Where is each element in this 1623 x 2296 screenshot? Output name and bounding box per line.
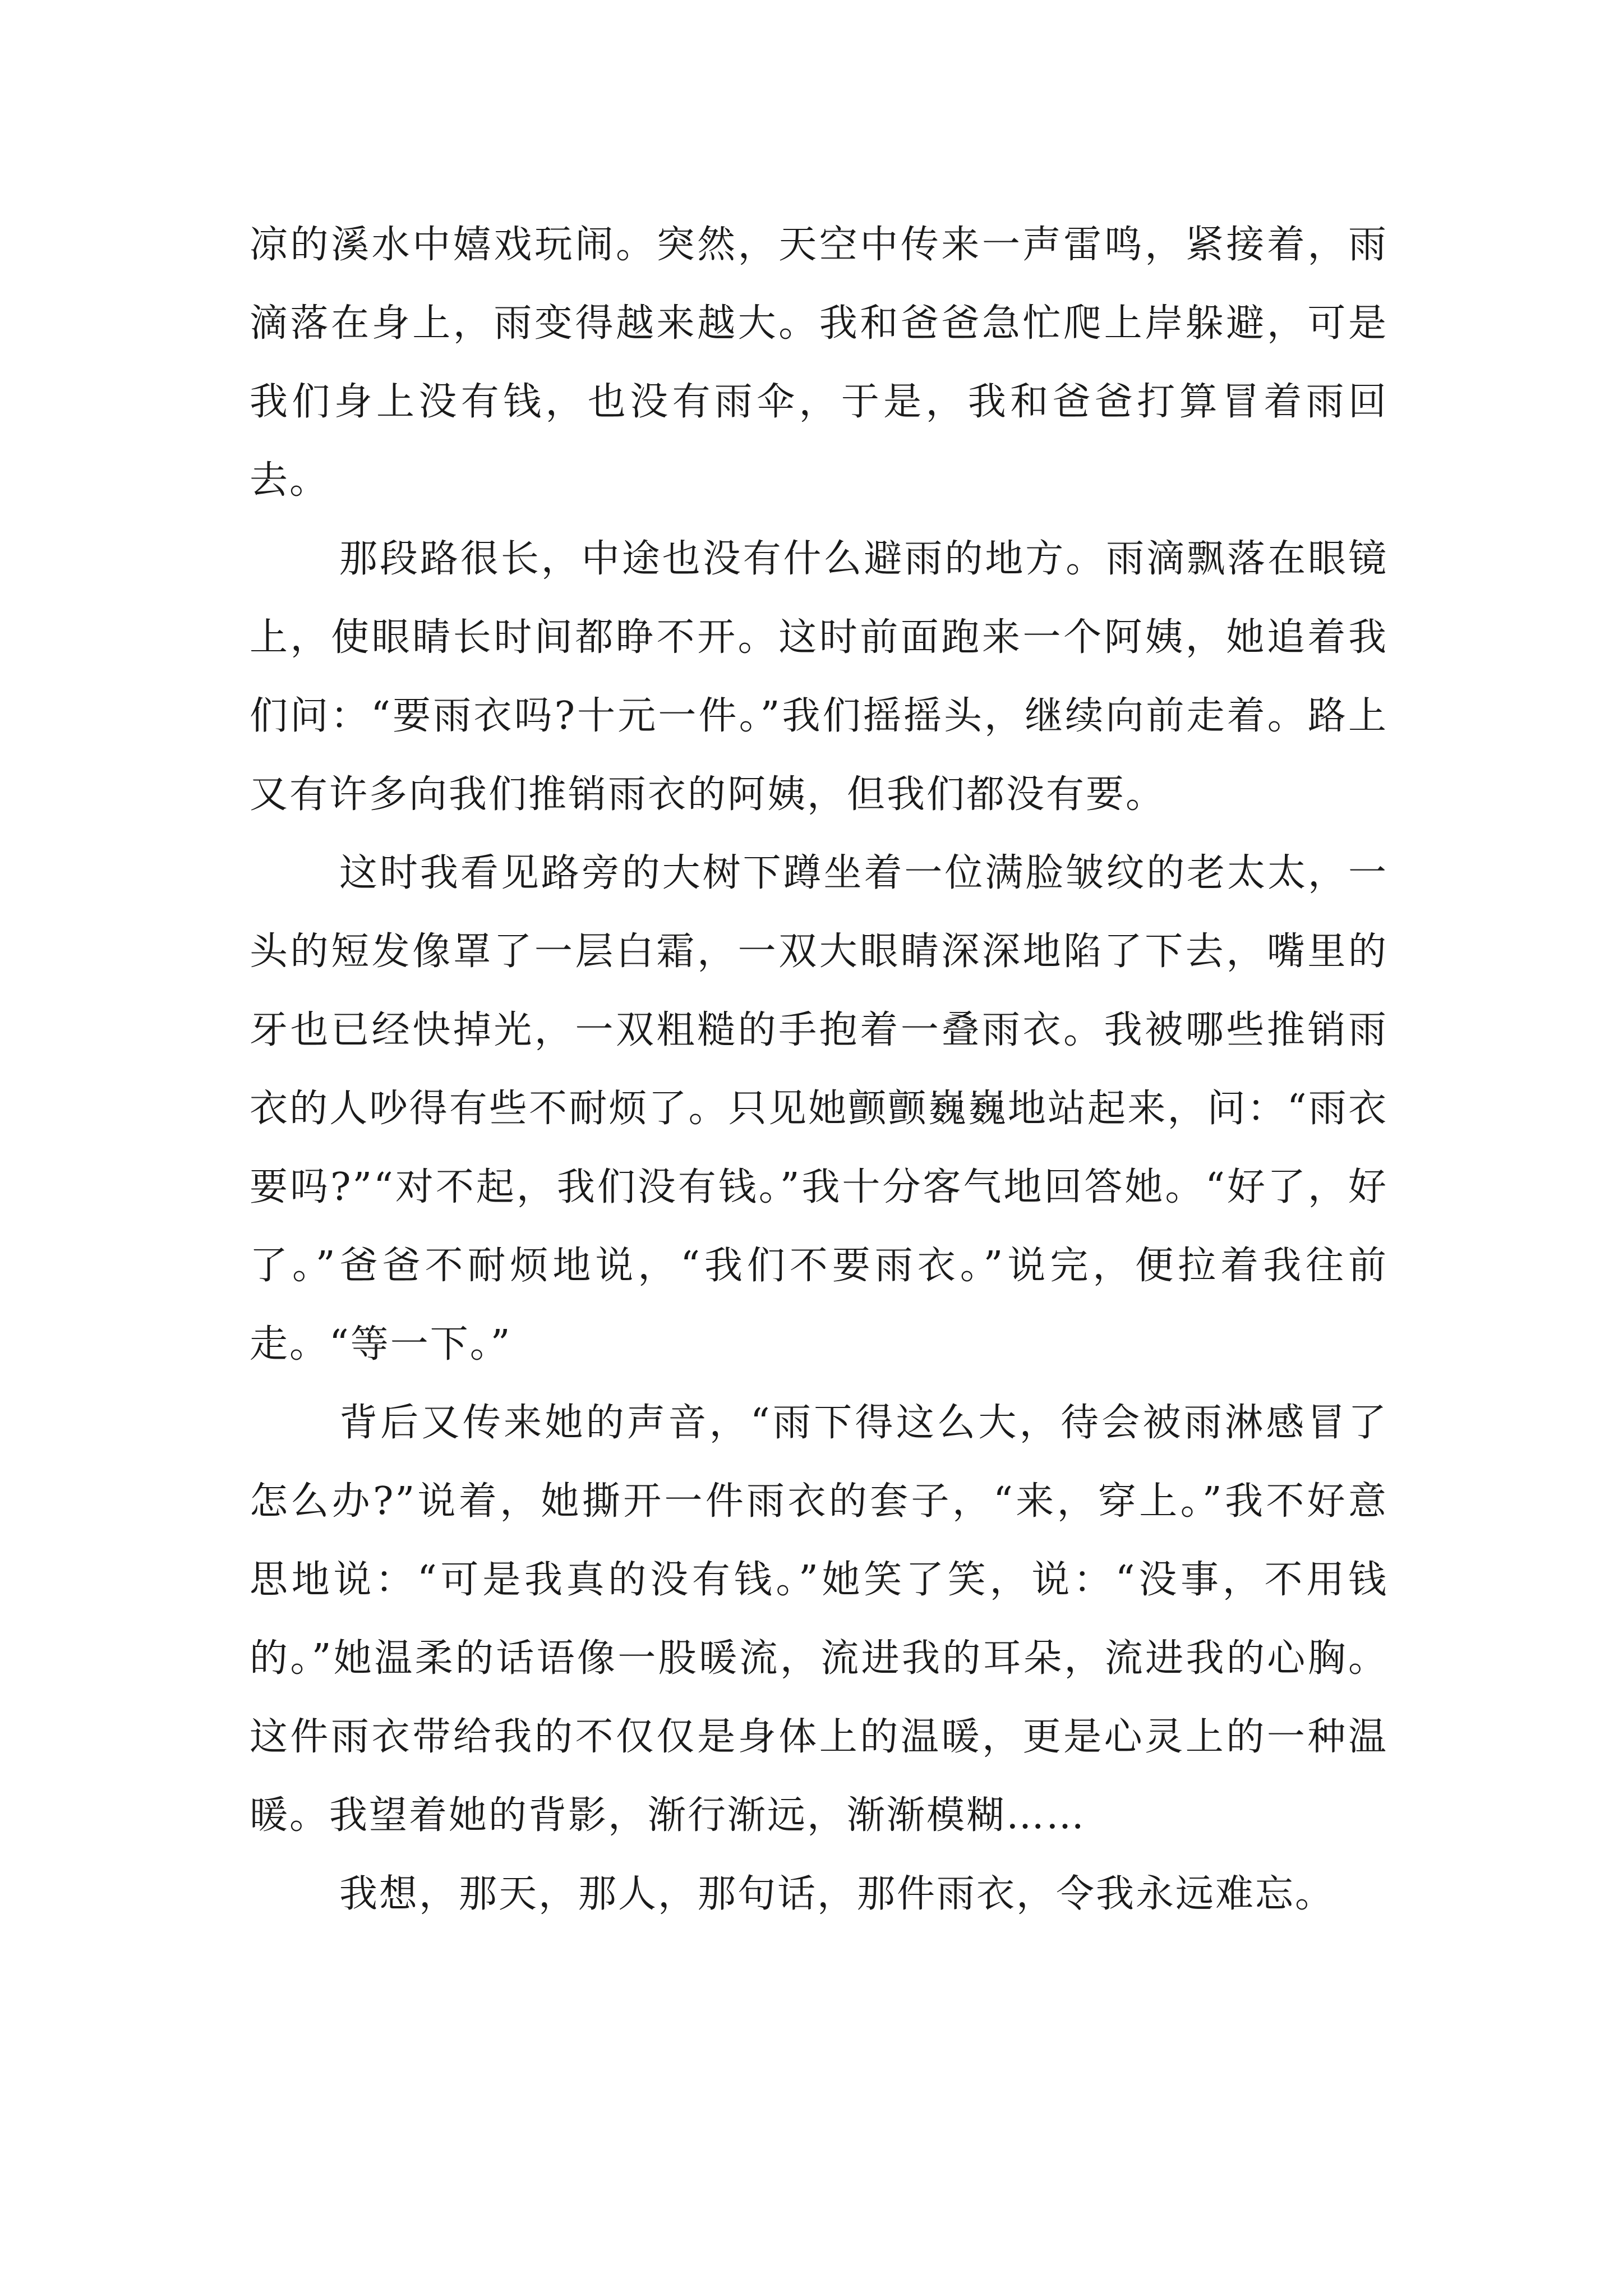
paragraph-5: 我想，那天，那人，那句话，那件雨衣，令我永远难忘。 (339, 1872, 1335, 1916)
paragraph-4: 背后又传来她的声音，“雨下得这么大，待会被雨淋感冒了怎么办?”说着，她撕开一件雨衣的套子，“来，穿上。”我不好意思地说：“可是我真的没有钱。”她笑了笑，说：“没事，不用钱的。”她温柔的话语像一股暖流，流进我的耳朵，流进我的心胸。这件雨衣带给我的不仅仅是身体上的温暖，更是心灵上的一种温暖。我望着她的背影，渐行渐远，渐渐模糊…… (250, 1401, 1388, 1838)
paragraph-2: 那段路很长，中途也没有什么避雨的地方。雨滴飘落在眼镜上，使眼睛长时间都睁不开。这时前面跑来一个阿姨，她追着我们问：“要雨衣吗?十元一件。”我们摇摇头，继续向前走着。路上又有许多向我们推销雨衣的阿姨，但我们都没有要。 (250, 537, 1388, 817)
document-body (250, 206, 1388, 1934)
paragraph-1: 凉的溪水中嬉戏玩闹。突然，天空中传来一声雷鸣，紧接着，雨滴落在身上，雨变得越来越大。我和爸爸急忙爬上岸躲避，可是我们身上没有钱，也没有雨伞，于是，我和爸爸打算冒着雨回去。 (250, 223, 1388, 503)
paragraph-3: 这时我看见路旁的大树下蹲坐着一位满脸皱纹的老太太，一头的短发像罩了一层白霜，一双大眼睛深深地陷了下去，嘴里的牙也已经快掉光，一双粗糙的手抱着一叠雨衣。我被哪些推销雨衣的人吵得有些不耐烦了。只见她颤颤巍巍地站起来，问：“雨衣要吗?”“对不起，我们没有钱。”我十分客气地回答她。“好了，好了。”爸爸不耐烦地说，“我们不要雨衣。”说完，便拉着我往前走。“等一下。” (250, 851, 1388, 1366)
